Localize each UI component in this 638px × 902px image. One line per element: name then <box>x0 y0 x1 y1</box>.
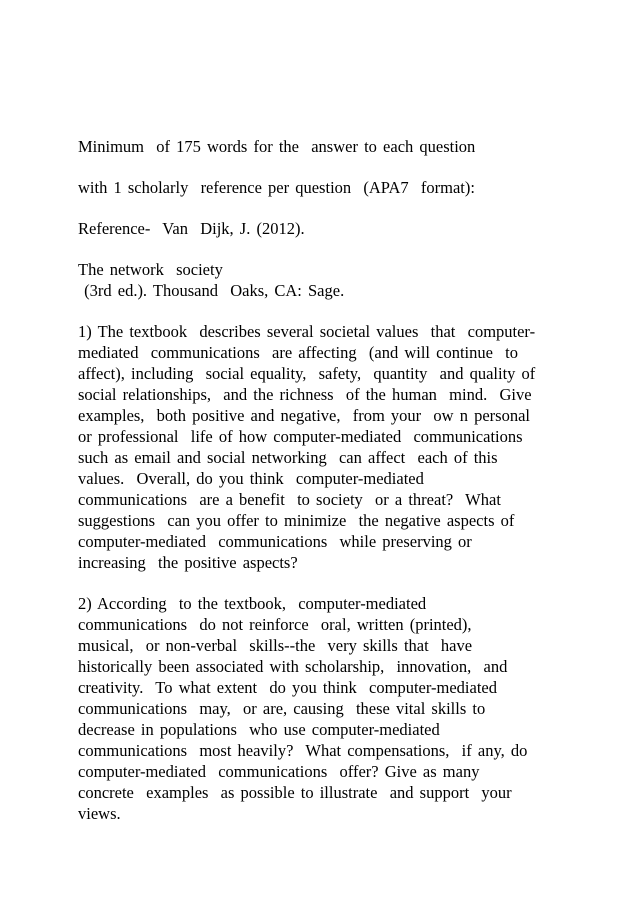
question-1-line: computer-mediated communications while preserving or <box>78 532 472 551</box>
question-2-line: computer-mediated communications offer? Give as many <box>78 762 480 781</box>
question-2-line: decrease in populations who use computer-mediated <box>78 720 440 739</box>
question-2-line: views. <box>78 804 121 823</box>
question-1-line: or professional life of how computer-mediated communications <box>78 427 523 446</box>
question-2-line: communications most heavily? What compensations, if any, do <box>78 741 528 760</box>
question-2-line: concrete examples as possible to illustrate and support your <box>78 783 512 802</box>
question-1-line: such as email and social networking can affect each of this <box>78 448 498 467</box>
question-1-line: increasing the positive aspects? <box>78 553 298 572</box>
question-1-line: values. Overall, do you think computer-mediated <box>78 469 424 488</box>
question-2-line: communications may, or are, causing these vital skills to <box>78 699 486 718</box>
question-1-line: examples, both positive and negative, from your ow n personal <box>78 406 530 425</box>
reference-title-line: The network society <box>78 260 223 279</box>
question-1-line: communications are a benefit to society or a threat? What <box>78 490 501 509</box>
reference-line: Reference- Van Dijk, J. (2012). <box>78 219 305 238</box>
instruction-line: with 1 scholarly reference per question (APA7 format): <box>78 178 475 197</box>
question-1-line: suggestions can you offer to minimize the negative aspects of <box>78 511 515 530</box>
question-1-line: mediated communications are affecting (and will continue to <box>78 343 519 362</box>
question-2-line: musical, or non-verbal skills--the very skills that have <box>78 636 473 655</box>
reference-publisher-line: (3rd ed.). Thousand Oaks, CA: Sage. <box>78 281 345 300</box>
question-2-line: communications do not reinforce oral, written (printed), <box>78 615 472 634</box>
question-2-line: historically been associated with scholarship, innovation, and <box>78 657 508 676</box>
question-1-line: 1) The textbook describes several societal values that computer- <box>78 322 536 341</box>
question-2-line: 2) According to the textbook, computer-mediated <box>78 594 427 613</box>
question-2-line: creativity. To what extent do you think computer-mediated <box>78 678 497 697</box>
question-1-line: affect), including social equality, safety, quantity and quality of <box>78 364 536 383</box>
question-1-line: social relationships, and the richness of the human mind. Give <box>78 385 532 404</box>
instruction-line: Minimum of 175 words for the answer to each question <box>78 137 476 156</box>
